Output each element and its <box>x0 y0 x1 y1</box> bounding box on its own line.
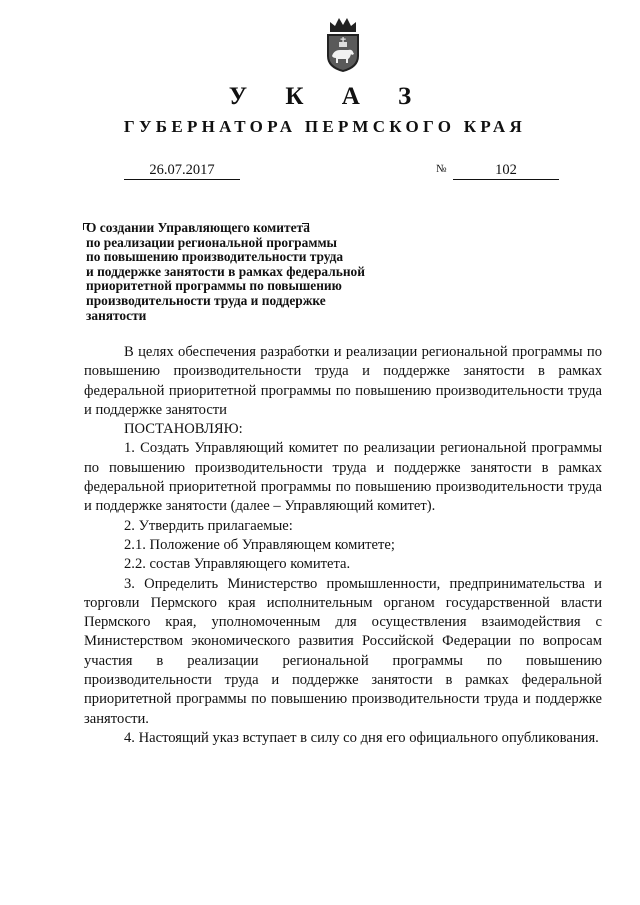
coat-of-arms-icon <box>322 16 364 74</box>
subject-line: О создании Управляющего комитета <box>86 220 310 235</box>
item-2-2-paragraph: 2.2. состав Управляющего комитета. <box>124 556 351 573</box>
item-2-1-paragraph: 2.1. Положение об Управляющем комитете; <box>124 536 395 553</box>
number-label: № <box>436 163 447 175</box>
decree-subject <box>86 221 416 323</box>
preamble-paragraph: В целях обеспечения разработки и реализации региональной программы по повышению производительности труда и поддержке занятости в рамках федеральной приоритетной программы по повышению производительности труда и поддержке занятости <box>84 344 602 418</box>
subject-line: по реализации региональной программы <box>86 234 338 250</box>
decree-body <box>84 343 602 748</box>
item-1-paragraph: 1. Создать Управляющий комитет по реализации региональной программы по повышению производительности труда и поддержке занятости в рамках федеральной приоритетной программы по повышению производительности труда и поддержке занятости (далее – Управляющий комитет). <box>84 440 602 515</box>
item-2-paragraph: 2. Утвердить прилагаемые: <box>124 517 293 534</box>
item-4-paragraph: 4. Настоящий указ вступает в силу со дня его официального опубликования. <box>124 729 599 746</box>
subject-line: производительности труда и поддержке <box>86 292 326 308</box>
decree-date: 26.07.2017 <box>124 161 240 180</box>
subject-line: занятости <box>86 307 147 323</box>
subject-line: и поддержке занятости в рамках федеральной <box>86 263 365 279</box>
subject-line: по повышению производительности труда <box>86 249 344 265</box>
resolution-word: ПОСТАНОВЛЯЮ: <box>124 421 243 438</box>
decree-subtitle: ГУБЕРНАТОРА ПЕРМСКОГО КРАЯ <box>123 117 527 136</box>
item-3-paragraph: 3. Определить Министерство промышленности, предпринимательства и торговли Пермского края исполнительным органом государственной власти Пермского края, уполномоченным для осуществления взаимодействия с Министерством экономического развития Российской Федерации по вопросам участия в реализации региональной программы по повышению производительности труда и поддержке занятости в рамках федеральной приоритетной программы по повышению производительности труда и поддержке занятости. <box>84 575 602 727</box>
subject-line: приоритетной программы по повышению <box>86 278 342 294</box>
decree-title: У К А З <box>228 83 428 110</box>
decree-number: 102 <box>453 161 559 180</box>
